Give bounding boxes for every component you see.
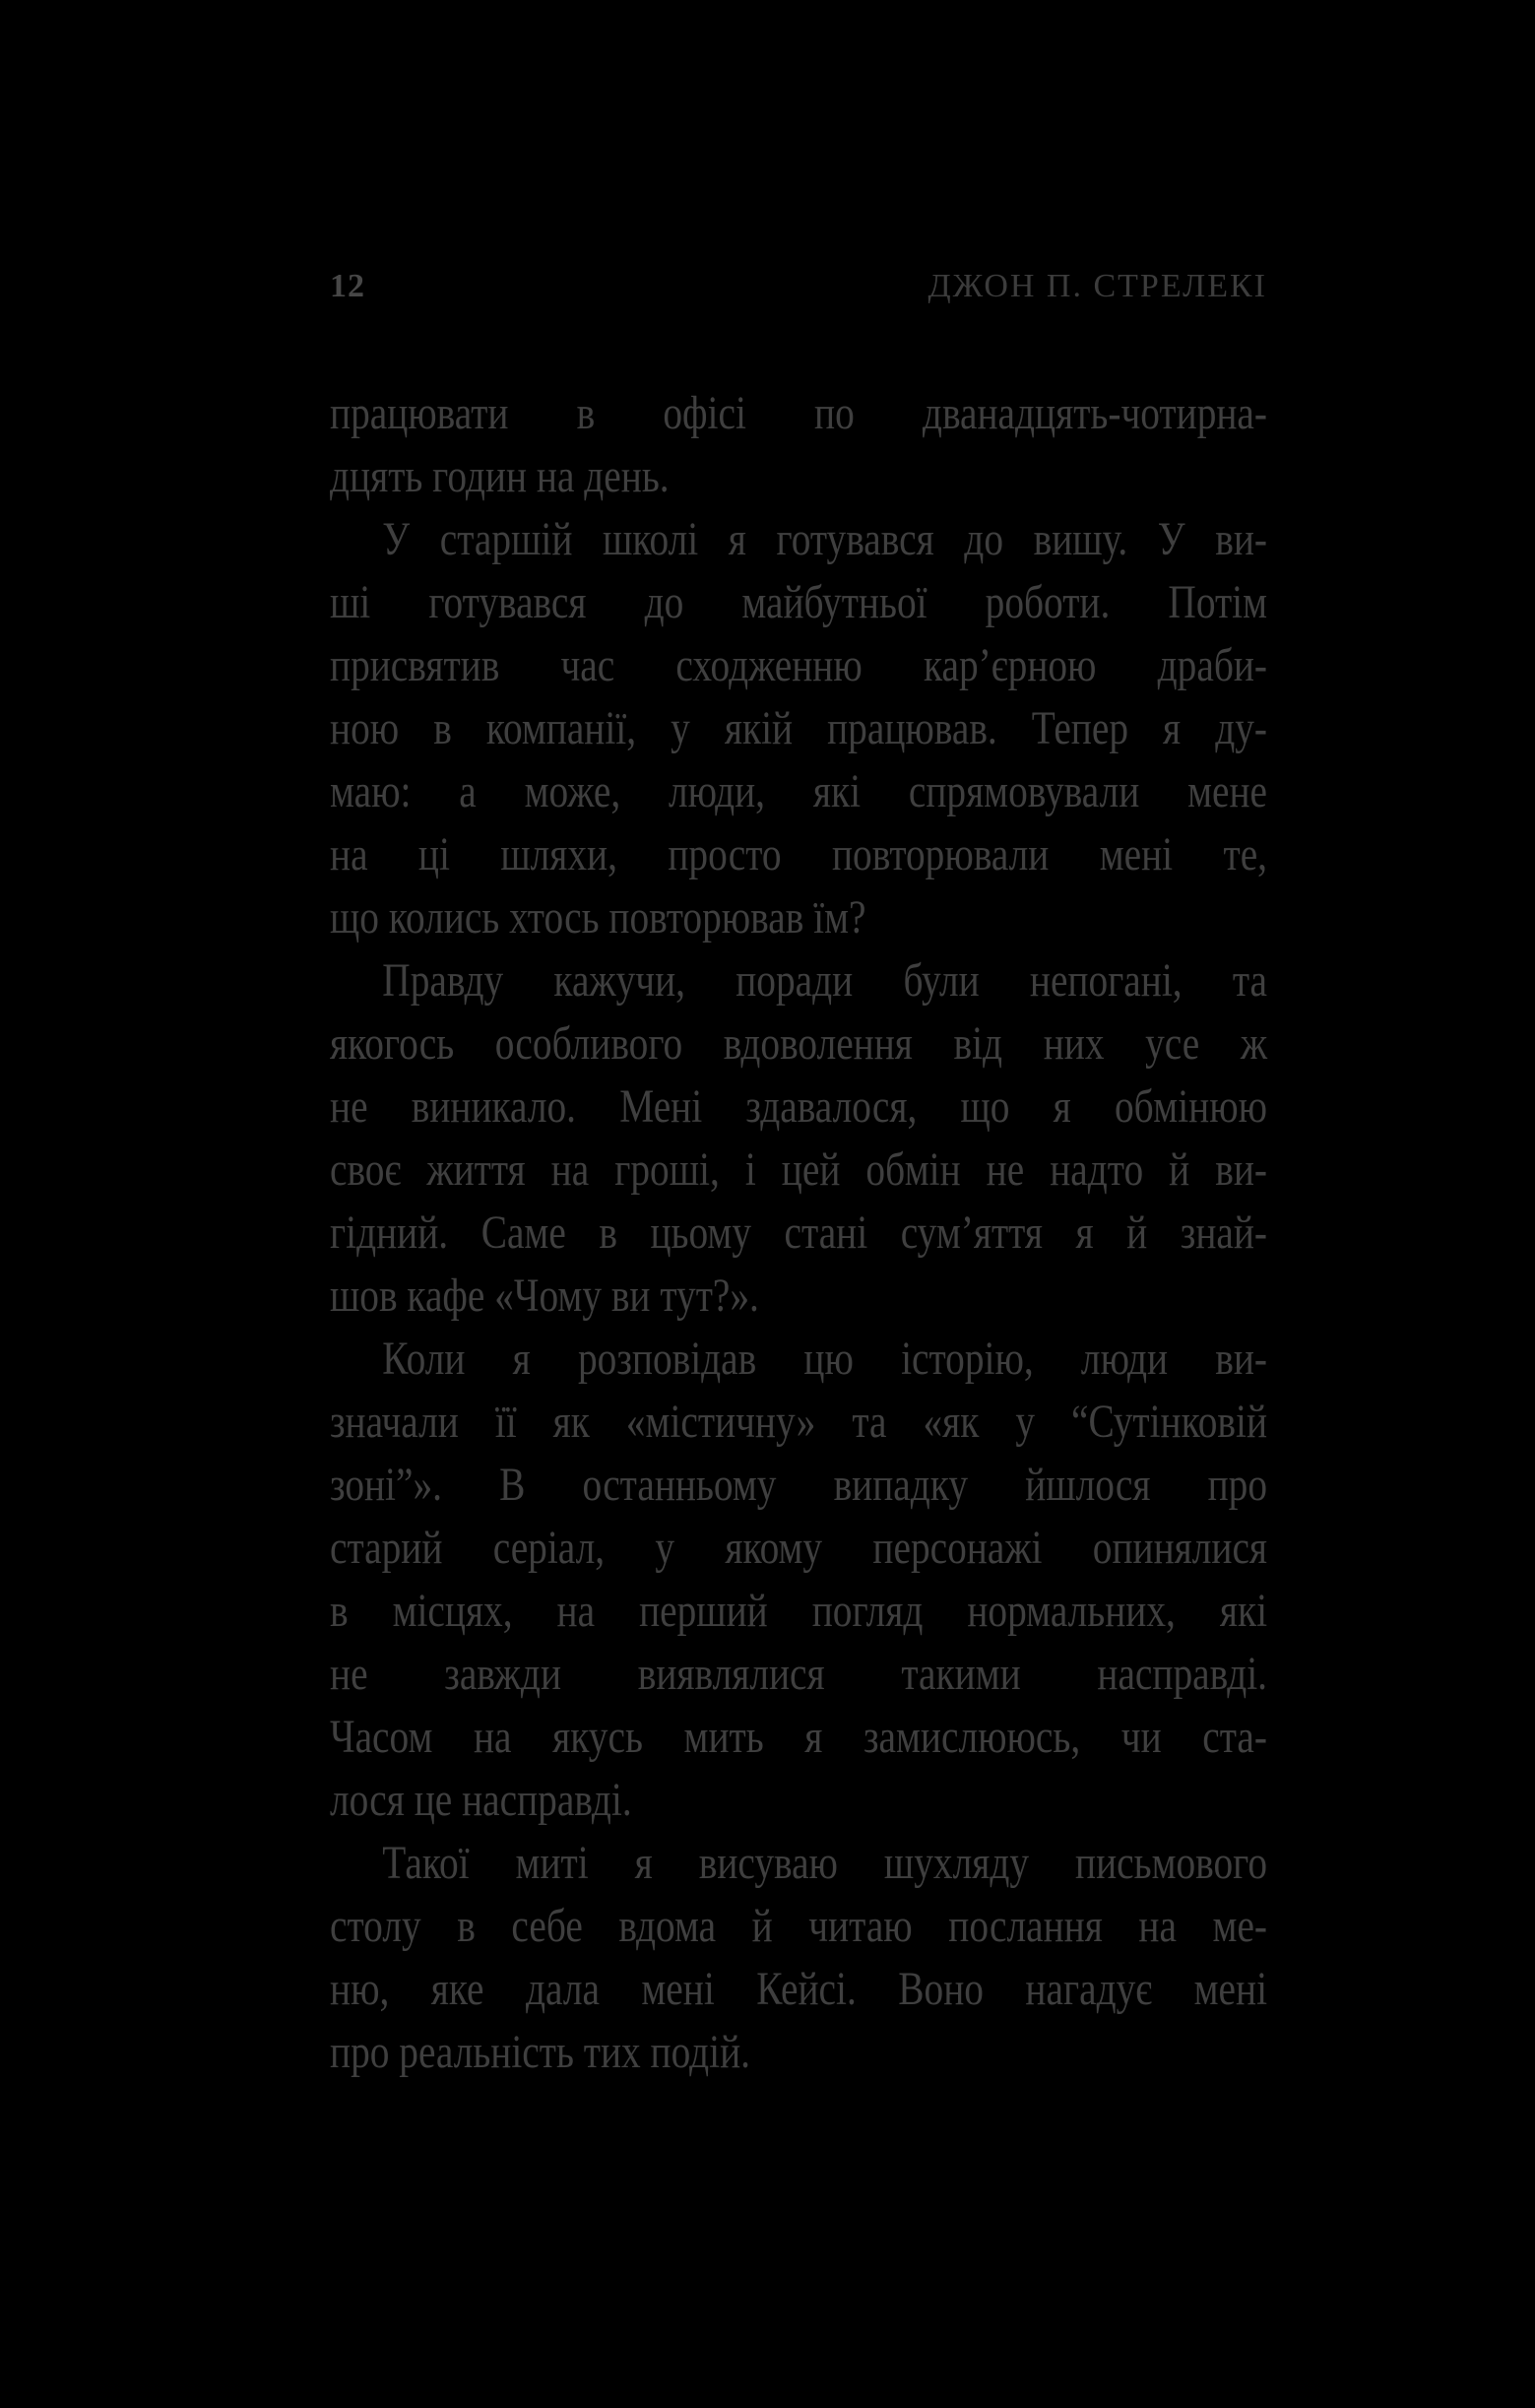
text-line: маю: а може, люди, які спрямовували мене	[330, 765, 1268, 817]
text-line: гідний. Саме в цьому стані сум’яття я й знай-	[330, 1206, 1268, 1259]
text-line: про реальність тих подій.	[330, 2026, 751, 2078]
text-line: на ці шляхи, просто повторювали мені те,	[330, 828, 1268, 880]
running-header: ДЖОН П. СТРЕЛЕКІ	[927, 268, 1267, 304]
page-number: 12	[330, 268, 365, 304]
text-line: Часом на якусь мить я замислююсь, чи ста-	[330, 1711, 1268, 1763]
text-line: лося це насправді.	[330, 1774, 632, 1826]
text-line: шов кафе «Чому ви тут?».	[330, 1269, 759, 1322]
text-line: значали її як «містичну» та «як у “Сутінковій	[330, 1396, 1268, 1448]
text-line: столу в себе вдома й читаю послання на ме-	[330, 1900, 1268, 1952]
text-line: не виникало. Мені здавалося, що я обмінюю	[330, 1080, 1268, 1133]
text-line: ню, яке дала мені Кейсі. Воно нагадує мені	[330, 1963, 1268, 2015]
text-line: працювати в офісі по дванадцять-чотирна-	[330, 387, 1268, 439]
text-line: У старшій школі я готувався до вишу. У ви-	[382, 513, 1268, 565]
text-line: зоні”». В останньому випадку йшлося про	[330, 1459, 1268, 1511]
text-line: Коли я розповідав цю історію, люди ви-	[382, 1333, 1268, 1385]
text-line: не завжди виявлялися такими насправді.	[330, 1648, 1268, 1700]
text-line: дцять годин на день.	[330, 450, 670, 502]
text-line: що колись хтось повторював їм?	[330, 891, 866, 944]
text-line: Такої миті я висуваю шухляду письмового	[382, 1837, 1268, 1889]
text-line: ші готувався до майбутньої роботи. Потім	[330, 576, 1268, 628]
page-header	[330, 268, 1267, 305]
text-line: якогось особливого вдоволення від них усе ж	[330, 1017, 1268, 1070]
text-line: старий серіал, у якому персонажі опинялися	[330, 1522, 1268, 1574]
text-line: своє життя на гроші, і цей обмін не надто й ви-	[330, 1143, 1268, 1196]
page-text	[330, 382, 1267, 2084]
text-line: ною в компанії, у якій працював. Тепер я ду-	[330, 702, 1268, 754]
text-line: в місцях, на перший погляд нормальних, які	[330, 1585, 1268, 1637]
text-line: присвятив час сходженню кар’єрною драби-	[330, 639, 1268, 691]
text-line: Правду кажучи, поради були непогані, та	[382, 954, 1268, 1007]
